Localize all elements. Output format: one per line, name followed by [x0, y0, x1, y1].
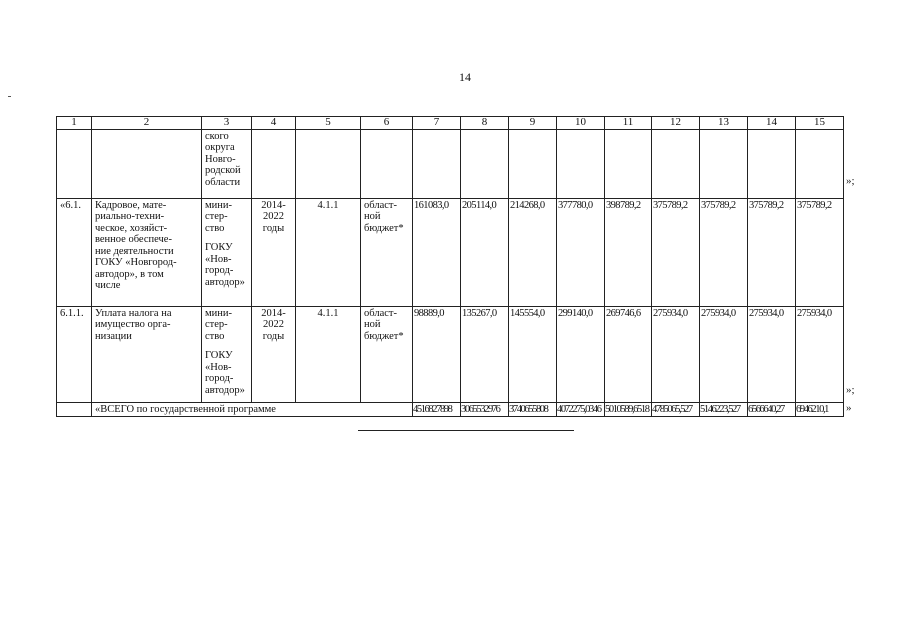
value-cell: 375789,2 — [700, 198, 748, 306]
col-header: 5 — [296, 117, 361, 130]
total-value: 5146223,527 — [700, 402, 748, 417]
closing-quote: »; — [846, 384, 855, 396]
table-row-6-1 — [57, 198, 844, 306]
program-table — [56, 116, 844, 417]
executor-cell: мини- стер- ство ГОКУ «Нов- город- автодор» — [202, 306, 252, 402]
activity-name: Кадровое, мате- риально-техни- ческое, хозяйст- венное обеспече- ние деятельности ГОКУ «Новгород- автодор», в том числе — [92, 198, 202, 306]
value-cell: 375789,2 — [748, 198, 796, 306]
value-cell: 299140,0 — [557, 306, 605, 402]
col-header: 2 — [92, 117, 202, 130]
col-header: 13 — [700, 117, 748, 130]
value-cell: 375789,2 — [652, 198, 700, 306]
target-indicator: 4.1.1 — [296, 198, 361, 306]
table-row-6-1-1 — [57, 306, 844, 402]
col-header: 4 — [252, 117, 296, 130]
value-cell: 145554,0 — [509, 306, 557, 402]
col-header: 12 — [652, 117, 700, 130]
executor-cell: ского округа Новго- родской области — [202, 129, 252, 198]
total-value: 4072275,0346 — [557, 402, 605, 417]
col-header: 9 — [509, 117, 557, 130]
margin-mark — [8, 96, 11, 97]
page-number: 14 — [459, 70, 471, 84]
total-value: 3065532976 — [461, 402, 509, 417]
value-cell: 377780,0 — [557, 198, 605, 306]
value-cell: 398789,2 — [605, 198, 652, 306]
col-header: 14 — [748, 117, 796, 130]
total-label: «ВСЕГО по государственной программе — [92, 402, 413, 417]
continuation-row — [57, 129, 844, 198]
total-value: 5010589,6518 — [605, 402, 652, 417]
value-cell: 135267,0 — [461, 306, 509, 402]
closing-quote: » — [846, 402, 852, 414]
value-cell: 375789,2 — [796, 198, 844, 306]
total-value: 6946210,1 — [796, 402, 844, 417]
value-cell: 205114,0 — [461, 198, 509, 306]
row-number: 6.1.1. — [57, 306, 92, 402]
end-rule — [358, 430, 574, 431]
col-header: 7 — [413, 117, 461, 130]
col-header: 1 — [57, 117, 92, 130]
value-cell: 98889,0 — [413, 306, 461, 402]
period-cell: 2014- 2022 годы — [252, 198, 296, 306]
col-header: 3 — [202, 117, 252, 130]
target-indicator: 4.1.1 — [296, 306, 361, 402]
value-cell: 214268,0 — [509, 198, 557, 306]
total-value: 3740655808 — [509, 402, 557, 417]
total-value: 4516827898 — [413, 402, 461, 417]
col-header: 8 — [461, 117, 509, 130]
value-cell: 275934,0 — [652, 306, 700, 402]
value-cell: 161083,0 — [413, 198, 461, 306]
value-cell: 275934,0 — [796, 306, 844, 402]
total-value: 4785065,527 — [652, 402, 700, 417]
funding-source: област- ной бюджет* — [361, 306, 413, 402]
closing-quote: »; — [846, 175, 855, 187]
funding-source: област- ной бюджет* — [361, 198, 413, 306]
row-number: «6.1. — [57, 198, 92, 306]
total-value: 6566640,27 — [748, 402, 796, 417]
col-header: 15 — [796, 117, 844, 130]
col-header: 10 — [557, 117, 605, 130]
executor-cell: мини- стер- ство ГОКУ «Нов- город- автодор» — [202, 198, 252, 306]
value-cell: 275934,0 — [748, 306, 796, 402]
value-cell: 275934,0 — [700, 306, 748, 402]
col-header: 6 — [361, 117, 413, 130]
value-cell: 269746,6 — [605, 306, 652, 402]
activity-name: Уплата налога на имущество орга- низации — [92, 306, 202, 402]
period-cell: 2014- 2022 годы — [252, 306, 296, 402]
total-row — [57, 402, 844, 417]
column-number-row — [57, 117, 844, 130]
col-header: 11 — [605, 117, 652, 130]
